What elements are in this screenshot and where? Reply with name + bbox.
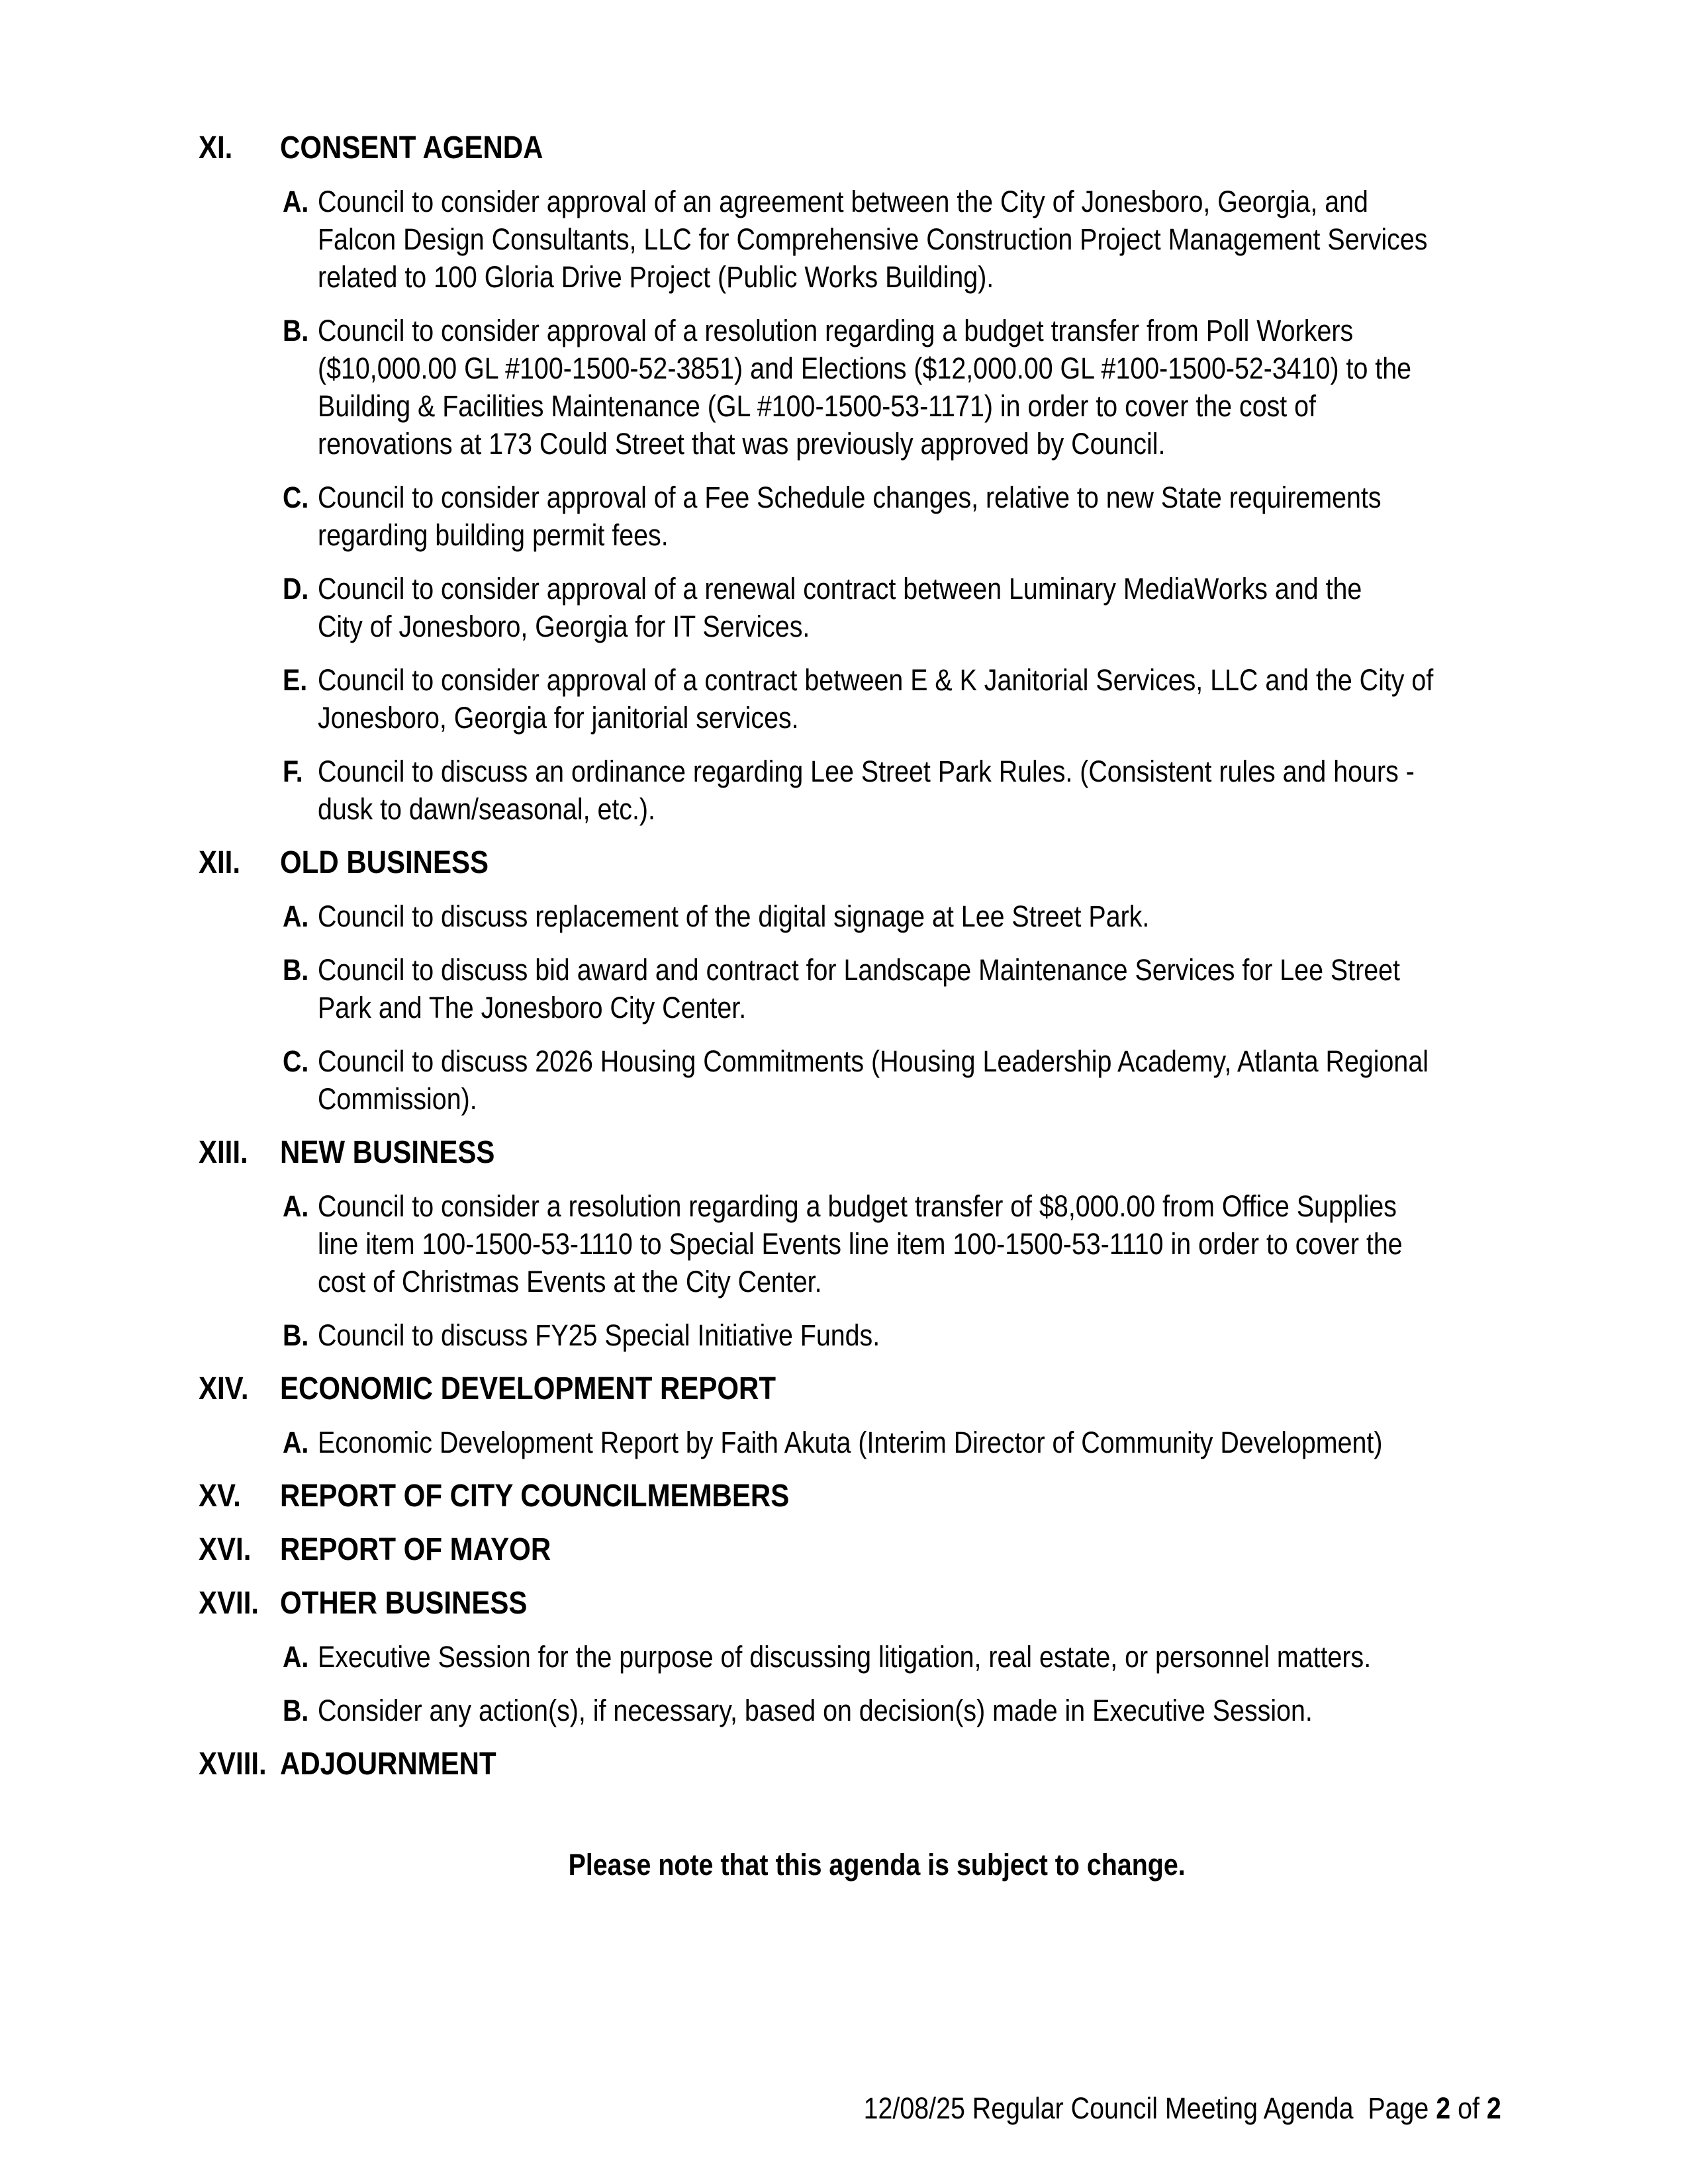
agenda-section (199, 1745, 1556, 1783)
section-heading (199, 844, 1556, 882)
item-line (283, 897, 1556, 935)
item-line (283, 1080, 1556, 1118)
agenda-section (199, 1531, 1556, 1569)
item-line (283, 790, 1556, 828)
item-line (283, 220, 1556, 258)
item-line (283, 1692, 1556, 1729)
item-letter: B. (283, 1318, 309, 1352)
item-line-text: Council to consider approval of a renewal contract between Luminary MediaWorks and the (318, 572, 1362, 606)
item-line-text: renovations at 173 Could Street that was previously approved by Council. (318, 427, 1166, 461)
item-letter: D. (283, 572, 309, 606)
item-line-text: City of Jonesboro, Georgia for IT Services. (318, 610, 810, 643)
section-title: OLD BUSINESS (280, 845, 489, 880)
item-line (283, 1424, 1556, 1461)
agenda-section (199, 1477, 1556, 1515)
item-line (283, 312, 1556, 349)
agenda-change-note (199, 1846, 1556, 1884)
item-letter: A. (283, 1189, 309, 1223)
item-line-text: Council to consider approval of an agreement between the City of Jonesboro, Georgia, and (318, 185, 1368, 218)
page-footer-text (864, 2089, 1501, 2127)
item-line-text: Building & Facilities Maintenance (GL #100-1500-53-1171) in order to cover the cost of (318, 389, 1317, 423)
agenda-item (283, 1424, 1556, 1461)
section-title: OTHER BUSINESS (280, 1586, 528, 1621)
item-line (283, 570, 1556, 608)
item-letter: C. (283, 1044, 309, 1078)
item-line-text: Economic Development Report by Faith Akuta (Interim Director of Community Development) (318, 1426, 1383, 1459)
item-letter: E. (283, 663, 308, 697)
item-line (283, 608, 1556, 645)
item-letter: F. (283, 754, 303, 788)
item-line (283, 1638, 1556, 1676)
agenda-item (283, 897, 1556, 935)
agenda-sections (199, 129, 1556, 1783)
footer-of-label: of (1450, 2091, 1487, 2125)
item-line (283, 183, 1556, 220)
item-line-text: Consider any action(s), if necessary, based on decision(s) made in Executive Session. (318, 1694, 1313, 1727)
agenda-section (199, 1584, 1556, 1729)
item-line (283, 425, 1556, 463)
section-numeral: XV. (199, 1479, 241, 1514)
section-numeral: XIII. (199, 1135, 248, 1170)
item-letter: B. (283, 953, 309, 987)
section-numeral: XVI. (199, 1532, 252, 1567)
section-heading (199, 1370, 1556, 1408)
item-line-text: dusk to dawn/seasonal, etc.). (318, 792, 655, 826)
item-line-text: Council to consider approval of a resolution regarding a budget transfer from Poll Workers (318, 314, 1354, 347)
item-line (283, 1225, 1556, 1263)
item-line-text: related to 100 Gloria Drive Project (Public Works Building). (318, 260, 994, 294)
item-line (283, 1042, 1556, 1080)
agenda-section (199, 1134, 1556, 1354)
item-line (283, 699, 1556, 737)
footer-page-total: 2 (1487, 2091, 1501, 2125)
section-title: NEW BUSINESS (280, 1135, 495, 1170)
section-heading (199, 1477, 1556, 1515)
section-numeral: XI. (199, 130, 233, 165)
agenda-item (283, 1316, 1556, 1354)
item-line (283, 1316, 1556, 1354)
item-letter: B. (283, 1694, 309, 1727)
item-line (283, 752, 1556, 790)
agenda-item (283, 1692, 1556, 1729)
section-heading (199, 1584, 1556, 1622)
item-line-text: regarding building permit fees. (318, 518, 669, 552)
agenda-item (283, 183, 1556, 296)
footer-page-number: 2 (1436, 2091, 1451, 2125)
footer-meeting-label: 12/08/25 Regular Council Meeting Agenda Page (863, 2091, 1436, 2125)
item-line-text: Council to consider approval of a Fee Schedule changes, relative to new State requirements (318, 480, 1382, 514)
item-line-text: line item 100-1500-53-1110 to Special Events line item 100-1500-53-1110 in order to cover the (318, 1227, 1403, 1261)
section-title: ADJOURNMENT (280, 1747, 496, 1782)
agenda-section (199, 129, 1556, 828)
section-heading (199, 1745, 1556, 1783)
item-line-text: Jonesboro, Georgia for janitorial services. (318, 701, 799, 735)
item-line-text: Falcon Design Consultants, LLC for Comprehensive Construction Project Management Services (318, 222, 1428, 256)
section-title: REPORT OF MAYOR (280, 1532, 551, 1567)
item-letter: A. (283, 899, 309, 933)
item-line-text: Council to discuss an ordinance regarding Lee Street Park Rules. (Consistent rules and hours - (318, 754, 1415, 788)
section-heading (199, 1531, 1556, 1569)
agenda-change-note-text: Please note that this agenda is subject to change. (568, 1848, 1186, 1882)
item-line-text: Council to discuss FY25 Special Initiative Funds. (318, 1318, 880, 1352)
item-line-text: Commission). (318, 1082, 477, 1116)
item-line (283, 478, 1556, 516)
item-letter: A. (283, 1426, 309, 1459)
item-line (283, 1263, 1556, 1300)
item-line-text: ($10,000.00 GL #100-1500-52-3851) and Elections ($12,000.00 GL #100-1500-52-3410) to the (318, 351, 1412, 385)
item-line-text: Council to discuss bid award and contract for Landscape Maintenance Services for Lee Street (318, 953, 1400, 987)
item-line-text: cost of Christmas Events at the City Center. (318, 1265, 822, 1298)
item-line-text: Council to discuss replacement of the digital signage at Lee Street Park. (318, 899, 1150, 933)
agenda-item (283, 1187, 1556, 1300)
section-title: ECONOMIC DEVELOPMENT REPORT (280, 1371, 776, 1406)
section-heading (199, 1134, 1556, 1171)
item-letter: A. (283, 1640, 309, 1674)
item-line-text: Executive Session for the purpose of discussing litigation, real estate, or personnel matters. (318, 1640, 1372, 1674)
section-numeral: XVIII. (199, 1747, 267, 1782)
item-line-text: Council to discuss 2026 Housing Commitments (Housing Leadership Academy, Atlanta Regional (318, 1044, 1429, 1078)
agenda-item (283, 661, 1556, 737)
agenda-item (283, 1638, 1556, 1676)
item-line-text: Council to consider a resolution regarding a budget transfer of $8,000.00 from Office Supplies (318, 1189, 1397, 1223)
section-heading (199, 129, 1556, 167)
item-line (283, 661, 1556, 699)
page-footer (739, 2052, 1501, 2165)
section-numeral: XVII. (199, 1586, 259, 1621)
item-line-text: Park and The Jonesboro City Center. (318, 991, 747, 1024)
item-line (283, 951, 1556, 989)
agenda-content (199, 129, 1556, 1884)
item-letter: B. (283, 314, 309, 347)
section-title: REPORT OF CITY COUNCILMEMBERS (280, 1479, 790, 1514)
item-line (283, 258, 1556, 296)
item-line-text: Council to consider approval of a contract between E & K Janitorial Services, LLC and the City of (318, 663, 1434, 697)
agenda-item (283, 951, 1556, 1026)
agenda-item (283, 312, 1556, 463)
section-numeral: XII. (199, 845, 241, 880)
agenda-item (283, 478, 1556, 554)
agenda-item (283, 752, 1556, 828)
agenda-section (199, 844, 1556, 1118)
agenda-item (283, 1042, 1556, 1118)
section-numeral: XIV. (199, 1371, 249, 1406)
item-line (283, 349, 1556, 387)
item-letter: C. (283, 480, 309, 514)
item-line (283, 989, 1556, 1026)
item-line (283, 1187, 1556, 1225)
section-title: CONSENT AGENDA (280, 130, 543, 165)
item-line (283, 516, 1556, 554)
item-letter: A. (283, 185, 309, 218)
item-line (283, 387, 1556, 425)
agenda-section (199, 1370, 1556, 1461)
agenda-item (283, 570, 1556, 645)
